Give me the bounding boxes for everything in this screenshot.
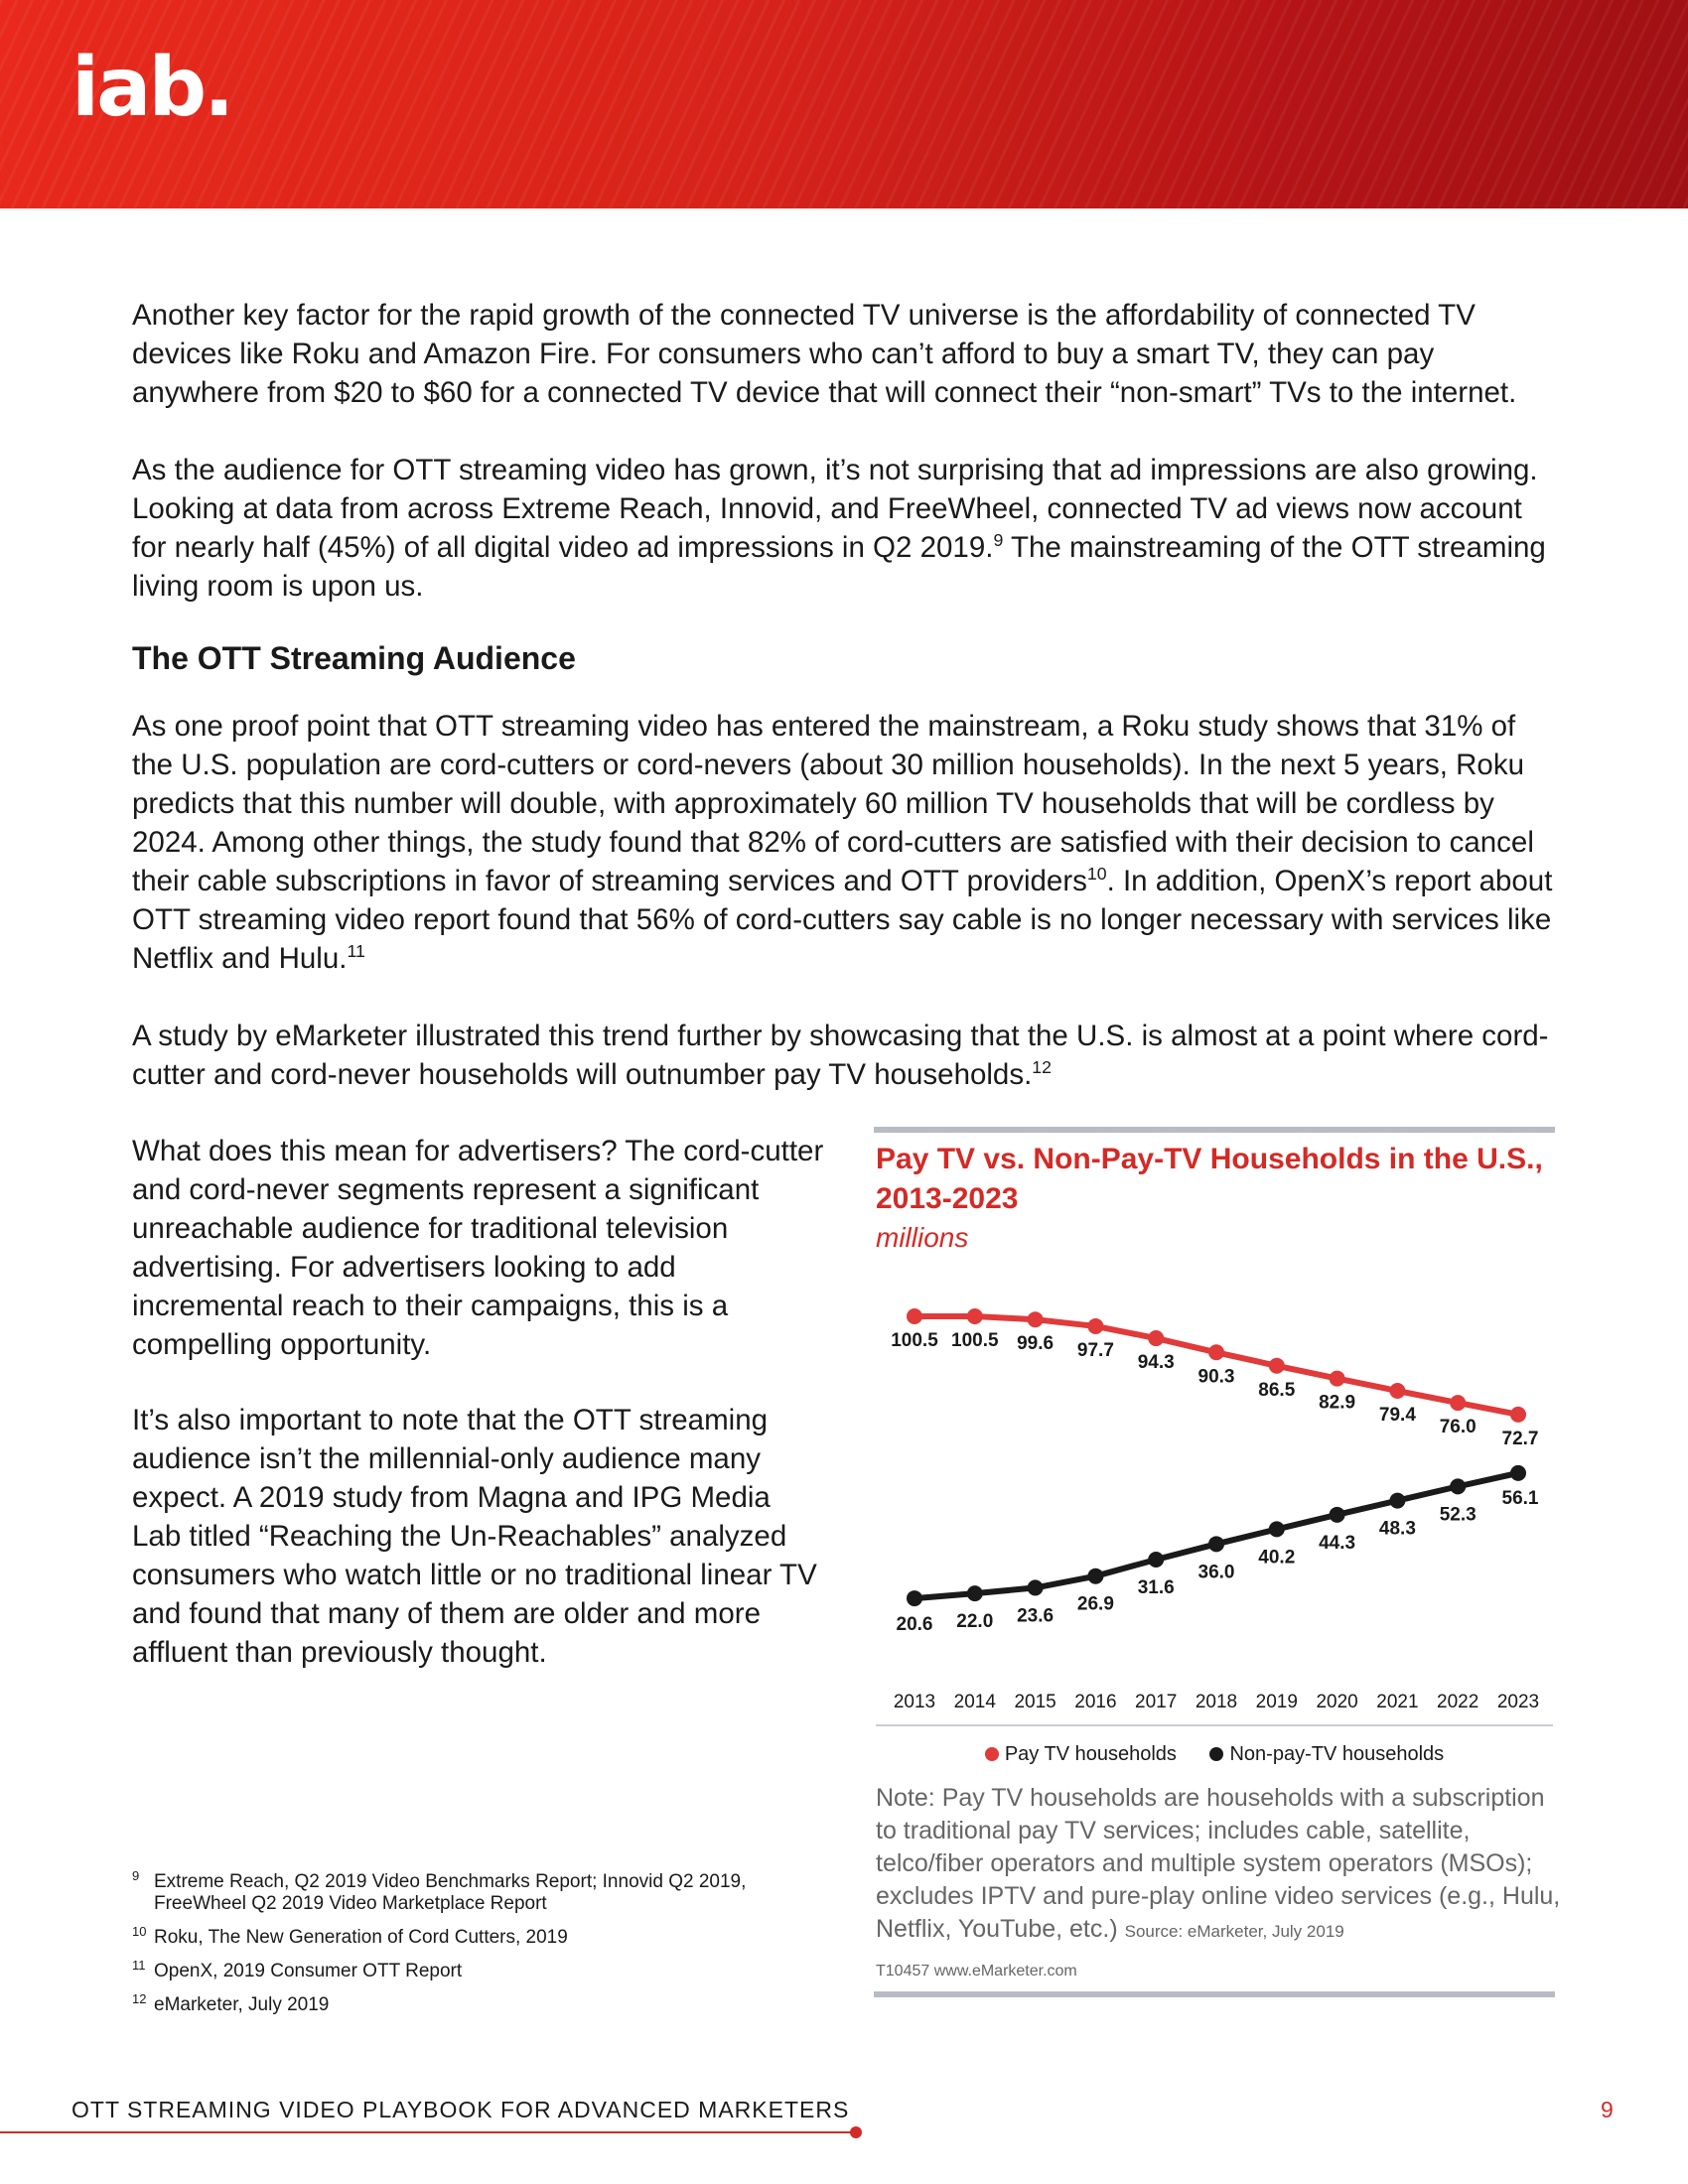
data-label: 56.1	[1501, 1487, 1539, 1509]
legend-item-pay-tv	[985, 1743, 1177, 1766]
data-label: 36.0	[1197, 1562, 1235, 1583]
data-label: 26.9	[1076, 1593, 1114, 1615]
footnote-ref[interactable]: 9	[993, 530, 1004, 551]
data-point	[1389, 1383, 1405, 1399]
data-point	[1330, 1507, 1345, 1523]
footnote-number: 11	[132, 1958, 146, 1973]
data-label: 40.2	[1258, 1547, 1296, 1569]
data-label: 23.6	[1017, 1605, 1055, 1627]
data-label: 31.6	[1137, 1576, 1175, 1598]
data-point	[907, 1590, 922, 1606]
data-point	[1148, 1552, 1164, 1568]
x-tick-label: 2017	[1135, 1692, 1178, 1712]
footer-dot	[850, 2126, 862, 2138]
data-point	[1269, 1358, 1285, 1374]
footnote	[132, 1991, 768, 2016]
data-point	[1208, 1536, 1224, 1552]
x-tick-label: 2018	[1195, 1692, 1238, 1712]
data-label: 48.3	[1378, 1518, 1416, 1540]
data-label: 86.5	[1258, 1379, 1296, 1401]
data-label: 82.9	[1319, 1392, 1356, 1414]
section-heading: The OTT Streaming Audience	[132, 640, 576, 676]
data-point	[1028, 1579, 1044, 1595]
legend-item-non-pay-tv	[1209, 1743, 1444, 1766]
paragraph-text: Another key factor for the rapid growth of the connected TV universe is the affordability of connected TV devices like Roku and Amazon Fire. For consumers who can’t afford to buy a smart TV, they can pay anywhere from $20 to $60 for a connected TV device that will connect their “non-smart” TVs to the internet.	[132, 299, 1517, 409]
intro-paragraph-2	[132, 451, 1562, 606]
chart-legend	[874, 1743, 1555, 1766]
paragraph-text: . In addition, OpenX’s report about OTT streaming video report found that 56% of cord-cutters say cable is no longer necessary with services like Netflix and Hulu.	[132, 865, 1553, 975]
footer-title: OTT STREAMING VIDEO PLAYBOOK FOR ADVANCED MARKETERS	[71, 2097, 850, 2122]
data-label: 100.5	[951, 1330, 999, 1351]
footnote-number: 9	[132, 1868, 140, 1883]
paragraph-text: The mainstreaming of the OTT streaming living room is upon us.	[132, 531, 1546, 603]
data-point	[1208, 1344, 1224, 1360]
x-tick-label: 2016	[1074, 1692, 1117, 1712]
footnote-number: 12	[132, 1991, 147, 2006]
x-tick-label: 2019	[1255, 1692, 1298, 1712]
data-point	[1510, 1407, 1526, 1423]
data-point	[967, 1308, 983, 1324]
x-tick-label: 2021	[1376, 1692, 1419, 1712]
chart-units: millions	[876, 1222, 969, 1253]
data-label: 97.7	[1076, 1339, 1114, 1361]
paragraph-text: What does this mean for advertisers? The cord-cutter and cord-never segments represent a significant unreachable audience for traditional television advertising. For advertisers looking to add incremental reach to their campaigns, this is a compelling opportunity.	[132, 1135, 824, 1361]
chart-title: Pay TV vs. Non-Pay-TV Households in the U.S., 2013-2023	[876, 1143, 1543, 1215]
footnote	[132, 1868, 768, 1915]
data-label: 100.5	[891, 1330, 938, 1351]
data-point	[1148, 1330, 1164, 1346]
paragraph-text: As one proof point that OTT streaming video has entered the mainstream, a Roku study shows that 31% of the U.S. population are cord-cutters or cord-nevers (about 30 million households). In the next 5 years, Roku predicts that this number will double, with approximately 60 million TV households that will be cordless by 2024. Among other things, the study found that 82% of cord-cutters are satisfied with their decision to cancel their cable subscriptions in favor of streaming services and OTT providers	[132, 710, 1534, 897]
data-point	[1269, 1521, 1285, 1537]
data-point	[907, 1308, 922, 1324]
data-label: 20.6	[896, 1614, 933, 1636]
footnote-ref[interactable]: 12	[1032, 1057, 1052, 1078]
footnotes	[132, 1868, 768, 2028]
data-point	[1028, 1311, 1044, 1327]
x-tick-label: 2014	[953, 1692, 996, 1712]
data-point	[1087, 1318, 1103, 1334]
left-column-paragraph-1	[132, 1132, 827, 1364]
footnote-text: eMarketer, July 2019	[154, 1994, 330, 2015]
data-label: 44.3	[1319, 1532, 1356, 1554]
data-point	[1330, 1371, 1345, 1387]
chart-bottom-rule	[874, 1991, 1555, 1997]
footnote-ref[interactable]: 11	[347, 941, 365, 962]
x-axis-labels	[894, 1692, 1539, 1712]
data-label: 79.4	[1378, 1405, 1416, 1427]
footnote	[132, 1924, 768, 1949]
data-label: 52.3	[1439, 1504, 1477, 1526]
page-number: 9	[1601, 2097, 1614, 2122]
data-label: 94.3	[1137, 1352, 1175, 1374]
data-point	[1510, 1465, 1526, 1481]
legend-dot	[985, 1747, 999, 1761]
footnote-text: OpenX, 2019 Consumer OTT Report	[154, 1961, 463, 1981]
data-label: 76.0	[1439, 1417, 1477, 1438]
footnote-text: Extreme Reach, Q2 2019 Video Benchmarks Report; Innovid Q2 2019, FreeWheel Q2 2019 Video Marketplace Report	[154, 1871, 747, 1914]
data-label: 90.3	[1197, 1366, 1235, 1388]
line-chart	[874, 1281, 1555, 1737]
intro-paragraph-1	[132, 296, 1562, 412]
footnote-ref[interactable]: 10	[1086, 864, 1107, 885]
data-point	[967, 1585, 983, 1601]
chart-note-text: Note: Pay TV households are households with a subscription to traditional pay TV services; includes cable, satellite, telco/fiber operators and multiple system operators (MSOs); excludes IPTV and pure-play online video services (e.g., Hulu, Netflix, YouTube, etc.)	[876, 1784, 1561, 1943]
data-point	[1087, 1569, 1103, 1584]
series-layer	[891, 1308, 1539, 1635]
chart-source: Source: eMarketer, July 2019	[1124, 1922, 1344, 1941]
x-tick-label: 2022	[1437, 1692, 1479, 1712]
legend-label: Pay TV households	[1004, 1743, 1177, 1765]
paragraph-text: As the audience for OTT streaming video has grown, it’s not surprising that ad impressions are also growing. Looking at data from across Extreme Reach, Innovid, and FreeWheel, connected TV ad views now account for nearly half (45%) of all digital video ad impressions in Q2 2019.	[132, 454, 1538, 564]
legend-dot	[1209, 1747, 1223, 1761]
footnote	[132, 1958, 768, 1982]
data-label: 72.7	[1501, 1428, 1539, 1449]
data-point	[1450, 1395, 1466, 1411]
section-paragraph-1	[132, 707, 1562, 978]
paragraph-text: It’s also important to note that the OTT streaming audience isn’t the millennial-only audience many expect. A 2019 study from Magna and IPG Media Lab titled “Reaching the Un-Reachables” analyzed consumers who watch little or no traditional linear TV and found that many of them are older and more affluent than previously thought.	[132, 1404, 817, 1669]
iab-logo: iab.	[71, 41, 232, 135]
x-tick-label: 2013	[893, 1692, 936, 1712]
chart-top-rule	[874, 1127, 1555, 1133]
legend-label: Non-pay-TV households	[1229, 1743, 1445, 1765]
x-tick-label: 2015	[1014, 1692, 1056, 1712]
chart-id: T10457 www.eMarketer.com	[876, 1963, 1077, 1979]
footnote-number: 10	[132, 1924, 147, 1939]
paragraph-text: A study by eMarketer illustrated this trend further by showcasing that the U.S. is almost at a point where cord-cutter and cord-never households will outnumber pay TV households.	[132, 1020, 1549, 1091]
header-banner	[0, 0, 1688, 208]
x-tick-label: 2020	[1316, 1692, 1358, 1712]
chart-note	[876, 1782, 1561, 1948]
x-tick-label: 2023	[1496, 1692, 1540, 1712]
data-point	[1389, 1493, 1405, 1509]
data-point	[1450, 1478, 1466, 1494]
left-column-paragraph-2	[132, 1401, 827, 1672]
footer-rule	[0, 2131, 856, 2133]
data-label: 99.6	[1017, 1333, 1055, 1355]
section-paragraph-2	[132, 1017, 1562, 1094]
data-label: 22.0	[956, 1611, 994, 1633]
footnote-text: Roku, The New Generation of Cord Cutters, 2019	[154, 1927, 568, 1948]
